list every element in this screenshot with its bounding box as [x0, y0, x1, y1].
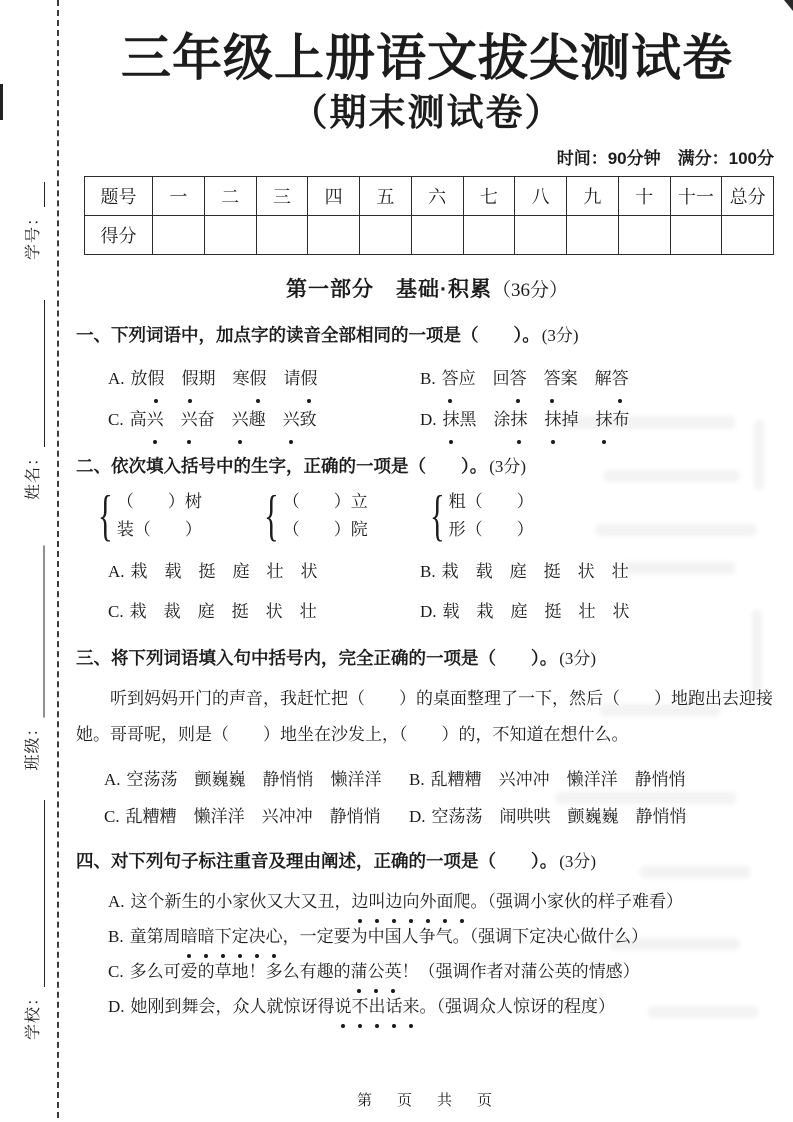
student-name-label: 姓名：	[25, 448, 42, 500]
score-cell	[670, 216, 722, 255]
bleedthrough-artifact	[604, 470, 739, 482]
score-cell	[204, 216, 256, 255]
option-text: 空荡荡 闹哄哄 颤巍巍 静悄悄	[431, 806, 687, 826]
group-line: 装（ ）	[116, 520, 202, 540]
option-text: 载 栽 庭 挺 壮 状	[442, 602, 630, 622]
sidebar-field-student-name	[21, 300, 45, 500]
paper-subtitle: （期末测试卷）	[290, 91, 564, 133]
option-text: 童第周暗暗下定决心，一定要为中国人争气。（强调下定决心做什么）	[130, 927, 649, 946]
word-group-1	[92, 485, 202, 548]
score-row-label: 得分	[85, 216, 153, 255]
bleedthrough-artifact	[620, 562, 735, 574]
group-line: （ ）树	[116, 492, 202, 512]
option-text: 空荡荡 颤巍巍 静悄悄 懒洋洋	[126, 769, 382, 789]
score-table-header-row	[85, 177, 774, 216]
school-label: 学校：	[25, 988, 42, 1040]
score-table-col: 九	[567, 177, 619, 216]
section-title-text: 第一部分 基础·积累	[285, 278, 492, 302]
group-line: 形（ ）	[448, 520, 534, 540]
option-d: D. 抹黑 涂抹 抹掉 抹布	[420, 399, 778, 440]
bleedthrough-artifact	[610, 938, 740, 950]
option-b: B. 童第周暗暗下定决心，一定要为中国人争气。（强调下定决心做什么）	[108, 919, 778, 954]
option-text: 放假 假期 寒假 请假	[131, 369, 318, 388]
option-d: D. 载 栽 庭 挺 壮 状	[420, 602, 630, 622]
score-table-label: 题号	[85, 177, 153, 216]
section-title	[76, 273, 778, 303]
bleedthrough-artifact	[640, 866, 750, 878]
group-line: （ ）立	[282, 492, 368, 512]
option-c: C. 多么可爱的草地！多么有趣的蒲公英！（强调作者对蒲公英的情感）	[108, 954, 778, 989]
option-text: 乱糟糟 懒洋洋 兴冲冲 静悄悄	[125, 806, 381, 826]
option-text: 多么可爱的草地！多么有趣的蒲公英！（强调作者对蒲公英的情感）	[130, 962, 640, 981]
left-brace: {	[429, 485, 445, 548]
score-cell	[463, 216, 515, 255]
option-a: A. 这个新生的小家伙又大又丑，边叫边向外面爬。（强调小家伙的样子难看）	[108, 884, 778, 919]
scan-corner-artifact	[784, 0, 793, 11]
score-table-col: 十	[618, 177, 670, 216]
question-score: (3分)	[489, 456, 527, 476]
score-table-col: 七	[463, 177, 515, 216]
option-b: B. 栽 载 庭 挺 状 壮	[420, 562, 629, 582]
question-3-passage: 听到妈妈开门的声音，我赶忙把（ ）的桌面整理了一下，然后（ ）地跑出去迎接她。哥哥呢，则是（ ）地坐在沙发上，（ ）的，不知道在想什么。	[76, 688, 773, 744]
question-3-stem	[76, 646, 778, 672]
student-name-blank-line	[26, 300, 45, 447]
bleedthrough-artifact	[752, 610, 762, 700]
group-line: 粗（ ）	[448, 492, 534, 512]
option-a: A. 空荡荡 颤巍巍 静悄悄 懒洋洋	[104, 769, 382, 789]
binding-dashed-line	[57, 0, 59, 1118]
score-cell	[411, 216, 463, 255]
option-text: 她刚到舞会，众人就惊讶得说不出话来。（强调众人惊讶的程度）	[131, 997, 616, 1016]
score-table-col: 二	[204, 177, 256, 216]
question-number: 一、	[76, 325, 111, 346]
option-d: D. 空荡荡 闹哄哄 颤巍巍 静悄悄	[409, 806, 687, 826]
option-text: 栽 载 挺 庭 壮 状	[130, 562, 318, 582]
question-3	[76, 646, 778, 835]
sidebar-field-school	[21, 800, 45, 1040]
word-group-3	[424, 485, 534, 548]
score-table	[84, 176, 774, 255]
score-table-col: 六	[411, 177, 463, 216]
option-a: A. 栽 载 挺 庭 壮 状	[108, 562, 318, 582]
option-d: D. 她刚到舞会，众人就惊讶得说不出话来。（强调众人惊讶的程度）	[108, 989, 778, 1024]
bleedthrough-artifact	[560, 416, 735, 429]
score-cell	[360, 216, 412, 255]
bleedthrough-artifact	[754, 420, 764, 490]
score-table-col: 八	[515, 177, 567, 216]
score-table-col: 十一	[670, 177, 722, 216]
group-line: （ ）院	[282, 520, 368, 540]
question-number: 三、	[76, 648, 111, 669]
question-text: 将下列词语填入句中括号内，完全正确的一项是（ ）。	[111, 648, 558, 669]
time-score-info: 时间：90分钟 满分：100分	[556, 149, 774, 169]
option-text: 这个新生的小家伙又大又丑，边叫边向外面爬。（强调小家伙的样子难看）	[131, 892, 684, 911]
option-a: A. 放假 假期 寒假 请假	[108, 358, 420, 399]
scan-edge-artifact	[0, 84, 3, 120]
score-cell	[256, 216, 308, 255]
score-cell	[308, 216, 360, 255]
score-table-score-row	[85, 216, 774, 255]
sidebar-field-class	[21, 546, 45, 771]
option-c: C. 高兴 兴奋 兴趣 兴致	[108, 399, 420, 440]
student-number-label: 学号：	[25, 208, 42, 260]
score-cell	[567, 216, 619, 255]
question-score: (3分)	[541, 326, 579, 346]
option-text: 栽 裁 庭 挺 状 壮	[129, 602, 317, 622]
option-text: 高兴 兴奋 兴趣 兴致	[130, 410, 317, 429]
student-number-blank-line	[26, 182, 45, 207]
score-cell	[153, 216, 205, 255]
section-score: （36分）	[491, 280, 568, 302]
score-table-col: 一	[153, 177, 205, 216]
option-c: C. 乱糟糟 懒洋洋 兴冲冲 静悄悄	[104, 806, 381, 826]
class-label: 班级：	[24, 719, 42, 771]
bleedthrough-artifact	[596, 524, 756, 536]
sidebar-field-student-number	[21, 182, 45, 260]
score-table-col: 五	[360, 177, 412, 216]
score-table-col: 四	[308, 177, 360, 216]
question-score: (3分)	[559, 851, 597, 871]
bleedthrough-artifact	[648, 1006, 758, 1018]
option-text: 答应 回答 答案 解答	[442, 369, 629, 388]
bleedthrough-artifact	[600, 704, 720, 716]
option-c: C. 栽 裁 庭 挺 状 壮	[108, 602, 317, 622]
word-group-2	[258, 485, 368, 548]
option-text: 栽 载 庭 挺 状 壮	[441, 562, 629, 582]
question-1-stem	[76, 323, 778, 349]
option-text: 抹黑 涂抹 抹掉 抹布	[443, 410, 630, 429]
option-b: B. 乱糟糟 兴冲冲 懒洋洋 静悄悄	[409, 769, 686, 789]
left-brace: {	[98, 485, 113, 548]
class-blank-line	[26, 546, 45, 718]
question-text: 依次填入括号中的生字，正确的一项是（ ）。	[111, 455, 488, 476]
question-number: 二、	[76, 455, 111, 476]
school-blank-line	[26, 800, 45, 987]
bleedthrough-artifact	[556, 792, 736, 804]
question-text: 对下列句子标注重音及理由阐述，正确的一项是（ ）。	[111, 850, 558, 871]
page-footer: 第 页 共 页	[356, 1093, 497, 1109]
score-cell	[618, 216, 670, 255]
option-text: 乱糟糟 兴冲冲 懒洋洋 静悄悄	[430, 769, 686, 789]
score-table-col: 总分	[722, 177, 774, 216]
left-brace: {	[263, 485, 279, 548]
question-number: 四、	[76, 850, 111, 871]
question-text: 下列词语中，加点字的读音全部相同的一项是（ ）。	[111, 325, 540, 346]
score-cell	[722, 216, 774, 255]
question-score: (3分)	[559, 649, 597, 669]
option-b: B. 答应 回答 答案 解答	[420, 358, 778, 399]
score-table-col: 三	[256, 177, 308, 216]
paper-title: 三年级上册语文拔尖测试卷	[121, 30, 733, 86]
score-cell	[515, 216, 567, 255]
